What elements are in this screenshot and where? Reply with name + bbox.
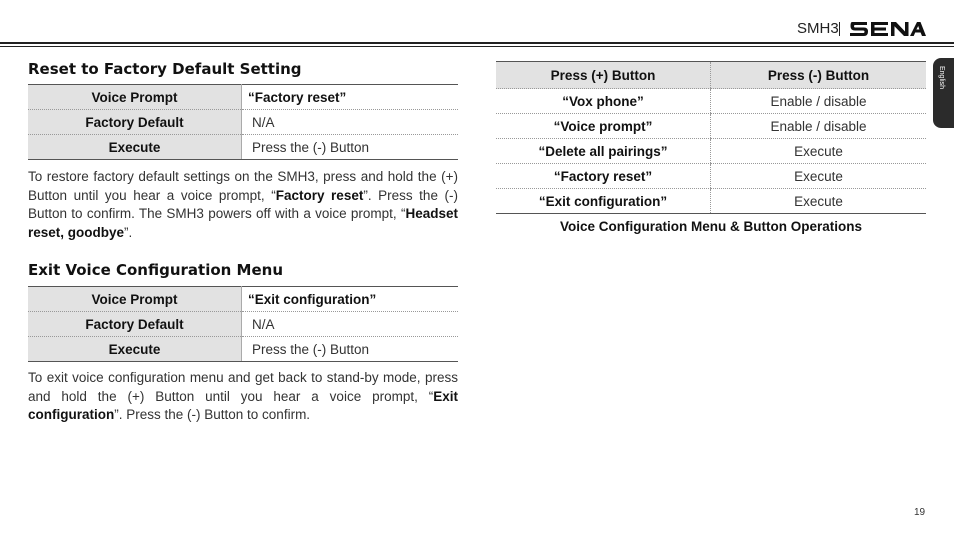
spec-key: Voice Prompt xyxy=(28,85,242,110)
table-caption: Voice Configuration Menu & Button Operations xyxy=(560,219,862,234)
voice-command: “Factory reset” xyxy=(496,164,711,189)
spec-value: “Factory reset” xyxy=(242,85,459,110)
paragraph-bold: Factory reset xyxy=(275,187,364,203)
table-row xyxy=(28,337,458,362)
spec-key: Voice Prompt xyxy=(28,287,242,312)
reset-spec-table xyxy=(28,84,458,160)
header-rule xyxy=(0,42,954,44)
command-action: Enable / disable xyxy=(711,89,927,114)
spec-value: N/A xyxy=(242,110,459,135)
reset-heading: Reset to Factory Default Setting xyxy=(28,60,302,78)
sena-logo xyxy=(850,22,926,41)
table-row xyxy=(28,135,458,160)
voice-command: “Delete all pairings” xyxy=(496,139,711,164)
command-action: Enable / disable xyxy=(711,114,927,139)
table-row xyxy=(496,189,926,214)
exit-paragraph xyxy=(28,369,458,425)
table-row xyxy=(28,85,458,110)
exit-spec-table xyxy=(28,286,458,362)
voice-config-ops-table xyxy=(496,61,926,214)
table-row xyxy=(496,164,926,189)
language-tab-label: English xyxy=(938,66,945,89)
paragraph-text: ”. Press the (-) Button to confirm. The SMH3 powers off with a voice prompt, “ xyxy=(28,187,458,222)
voice-command: “Vox phone” xyxy=(496,89,711,114)
paragraph-bold: Exit configuration xyxy=(28,388,458,423)
table-header-row xyxy=(496,62,926,89)
spec-value: Press the (-) Button xyxy=(242,337,459,362)
product-name: SMH3 xyxy=(797,20,839,37)
spec-key: Factory Default xyxy=(28,110,242,135)
spec-key: Execute xyxy=(28,135,242,160)
table-row xyxy=(28,110,458,135)
command-action: Execute xyxy=(711,139,927,164)
table-row xyxy=(496,139,926,164)
reset-paragraph xyxy=(28,168,458,242)
column-header: Press (-) Button xyxy=(711,62,927,89)
exit-heading: Exit Voice Configuration Menu xyxy=(28,261,283,279)
spec-value: N/A xyxy=(242,312,459,337)
header-separator xyxy=(839,22,840,36)
command-action: Execute xyxy=(711,189,927,214)
voice-command: “Exit configuration” xyxy=(496,189,711,214)
spec-value: Press the (-) Button xyxy=(242,135,459,160)
voice-command: “Voice prompt” xyxy=(496,114,711,139)
spec-key: Execute xyxy=(28,337,242,362)
spec-value: “Exit configuration” xyxy=(242,287,459,312)
table-row xyxy=(496,89,926,114)
language-tab xyxy=(933,58,954,128)
column-header: Press (+) Button xyxy=(496,62,711,89)
paragraph-text: To restore factory default settings on the SMH3, press and hold the (+) Button until you hear a voice prompt, “ xyxy=(28,169,458,203)
page-number: 19 xyxy=(914,507,926,518)
header-rule-thin xyxy=(0,46,954,47)
table-row xyxy=(496,114,926,139)
paragraph-text: ”. xyxy=(124,224,133,240)
table-row xyxy=(28,287,458,312)
spec-key: Factory Default xyxy=(28,312,242,337)
command-action: Execute xyxy=(711,164,927,189)
sena-logo-icon xyxy=(850,22,926,36)
paragraph-text: To exit voice configuration menu and get back to stand-by mode, press and hold the (+) Button until you hear a voice prompt, “ xyxy=(28,370,458,404)
table-row xyxy=(28,312,458,337)
paragraph-bold: Headset reset, goodbye xyxy=(28,206,458,240)
paragraph-text: ”. Press the (-) Button to confirm. xyxy=(114,407,311,423)
